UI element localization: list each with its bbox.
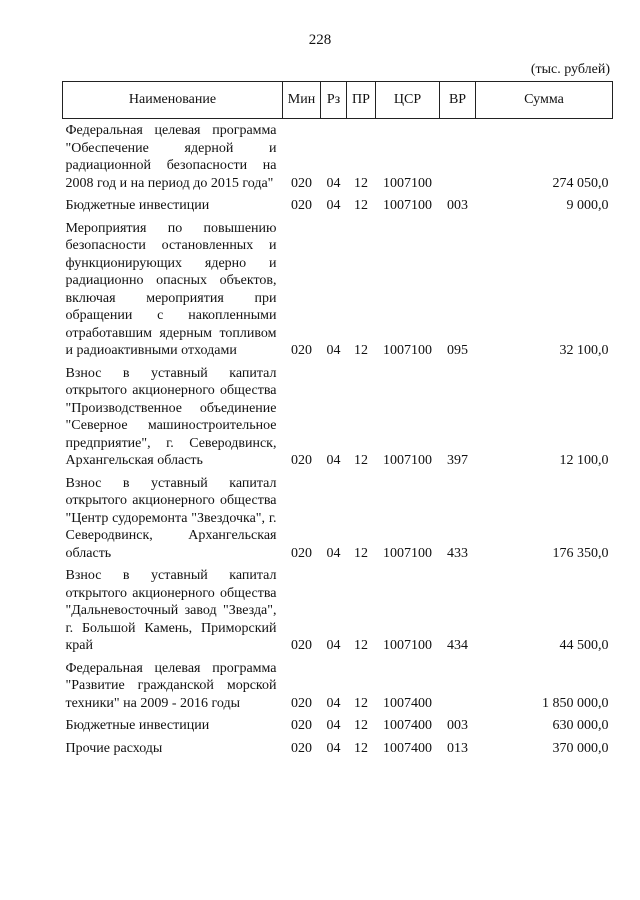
row-sum: 12 100,0 — [559, 453, 609, 468]
table-row — [63, 660, 613, 718]
table-row — [63, 365, 613, 475]
units-label: (тыс. рублей) — [530, 62, 610, 77]
header-pr: ПР — [347, 82, 376, 119]
row-sum: 32 100,0 — [559, 343, 609, 358]
header-min: Мин — [283, 82, 321, 119]
row-vr: 397 — [447, 453, 468, 468]
budget-table — [62, 81, 613, 762]
row-rz: 04 — [326, 740, 341, 756]
row-min: 020 — [291, 740, 312, 756]
row-sum: 370 000,0 — [552, 740, 609, 756]
table-row — [63, 119, 613, 198]
row-csr: 1007100 — [383, 453, 432, 468]
header-vr: ВР — [440, 82, 476, 119]
row-min: 020 — [291, 453, 312, 468]
row-pr: 12 — [354, 198, 368, 213]
row-sum: 176 350,0 — [552, 545, 609, 561]
row-sum: 1 850 000,0 — [542, 695, 609, 711]
row-pr: 12 — [354, 453, 368, 468]
row-rz: 04 — [326, 453, 341, 468]
row-pr: 12 — [354, 695, 368, 711]
row-rz: 04 — [326, 545, 341, 561]
row-vr: 013 — [447, 740, 468, 756]
row-vr: 003 — [447, 718, 468, 733]
row-name: Прочие расходы — [65, 740, 163, 756]
header-sum: Сумма — [476, 82, 613, 119]
row-name: Федеральная целевая программа "Развитие гражданской морской техники" на 2009 - 2016 годы — [65, 660, 277, 711]
row-sum: 274 050,0 — [552, 175, 609, 191]
row-min: 020 — [291, 545, 312, 561]
row-pr: 12 — [354, 718, 368, 733]
row-min: 020 — [291, 695, 312, 711]
row-min: 020 — [291, 343, 312, 358]
row-vr: 003 — [447, 198, 468, 213]
row-name: Бюджетные инвестиции — [65, 198, 210, 213]
header-rz: Рз — [321, 82, 347, 119]
table-row — [63, 197, 613, 220]
row-pr: 12 — [354, 343, 368, 358]
row-min: 020 — [291, 638, 312, 653]
row-rz: 04 — [326, 198, 341, 213]
row-name: Бюджетные инвестиции — [65, 718, 210, 733]
table-row — [63, 717, 613, 740]
page-number: 228 — [308, 32, 332, 48]
row-vr: 434 — [447, 638, 468, 653]
row-rz: 04 — [326, 175, 341, 191]
row-rz: 04 — [326, 695, 341, 711]
row-rz: 04 — [326, 638, 341, 653]
row-vr: 095 — [447, 343, 468, 358]
row-vr: 433 — [447, 545, 468, 561]
row-min: 020 — [291, 175, 312, 191]
row-pr: 12 — [354, 175, 368, 191]
row-vr — [440, 119, 476, 198]
header-name: Наименование — [63, 82, 283, 119]
row-csr: 1007100 — [383, 545, 432, 561]
row-name: Федеральная целевая программа "Обеспечение ядерной и радиационной безопасности на 2008 год и на период до 2015 года" — [65, 123, 277, 191]
row-pr: 12 — [354, 545, 368, 561]
row-pr: 12 — [354, 638, 368, 653]
row-name: Взнос в уставный капитал открытого акционерного общества "Производственное объединение "Северное машиностроительное предприятие", г. Северодвинск, Архангельская область — [65, 365, 277, 468]
header-csr: ЦСР — [376, 82, 440, 119]
table-row — [63, 475, 613, 568]
row-csr: 1007400 — [383, 695, 432, 711]
row-rz: 04 — [326, 343, 341, 358]
row-csr: 1007100 — [383, 638, 432, 653]
table-row — [63, 567, 613, 660]
row-csr: 1007100 — [383, 343, 432, 358]
row-name: Взнос в уставный капитал открытого акционерного общества "Центр судоремонта "Звездочка", г. Северодвинск, Архангельская область — [65, 475, 277, 561]
row-csr: 1007400 — [383, 740, 432, 756]
table-row — [63, 740, 613, 763]
row-min: 020 — [291, 198, 312, 213]
row-pr: 12 — [354, 740, 368, 756]
table-header-row — [63, 82, 613, 119]
row-csr: 1007100 — [383, 198, 432, 213]
row-csr: 1007400 — [383, 718, 432, 733]
table-row — [63, 220, 613, 365]
row-vr — [440, 660, 476, 718]
row-rz: 04 — [326, 718, 341, 733]
row-name: Взнос в уставный капитал открытого акционерного общества "Дальневосточный завод "Звезда", г. Большой Камень, Приморский край — [65, 568, 277, 653]
row-sum: 44 500,0 — [559, 638, 609, 653]
row-csr: 1007100 — [383, 175, 432, 191]
row-sum: 630 000,0 — [552, 718, 609, 733]
row-sum: 9 000,0 — [566, 198, 609, 213]
row-name: Мероприятия по повышению безопасности остановленных и функционирующих ядерно и радиационно опасных объектов, включая мероприятия при обращении с накопленными отработавшим ядерным топливом и радиоактивными отходами — [65, 220, 277, 358]
row-min: 020 — [291, 718, 312, 733]
